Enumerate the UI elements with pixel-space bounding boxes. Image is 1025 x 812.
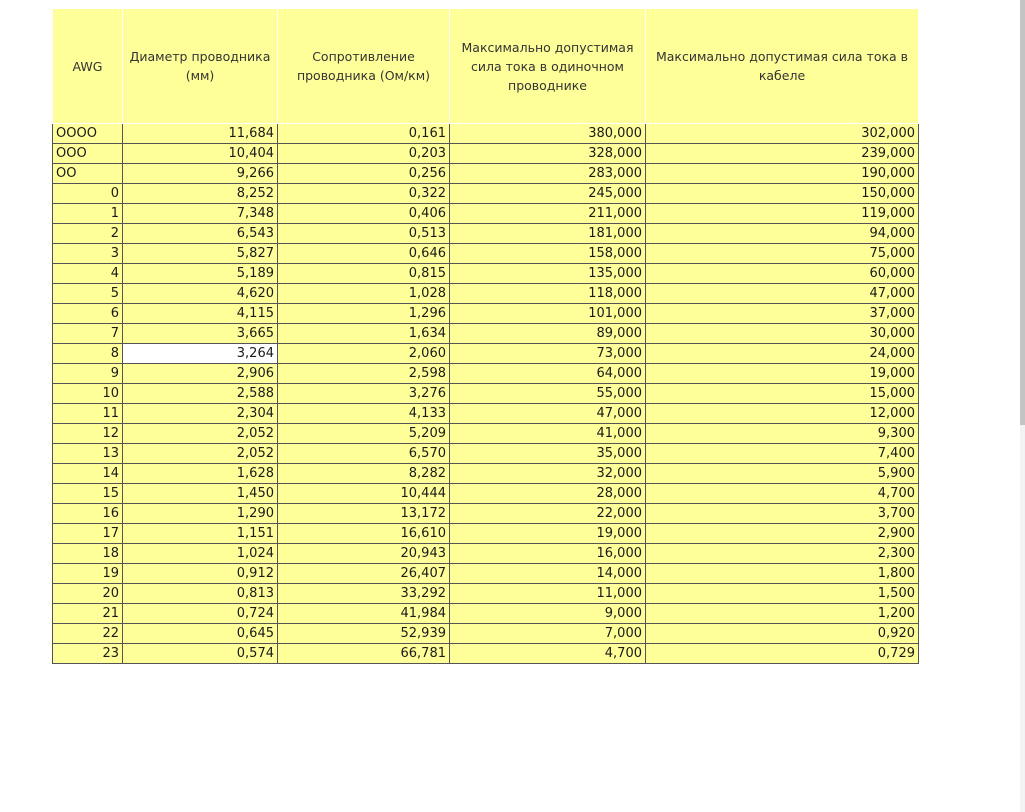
diameter-cell[interactable]: 2,906 — [123, 364, 278, 384]
max-current-single-cell[interactable]: 9,000 — [450, 604, 646, 624]
table-row — [53, 404, 919, 424]
table-row — [53, 324, 919, 344]
diameter-cell[interactable]: 1,450 — [123, 484, 278, 504]
max-current-single-cell[interactable]: 35,000 — [450, 444, 646, 464]
max-current-cable-cell[interactable]: 30,000 — [646, 324, 919, 344]
header-awg: AWG — [53, 9, 123, 124]
table-row — [53, 544, 919, 564]
diameter-cell[interactable]: 2,052 — [123, 444, 278, 464]
table-row — [53, 504, 919, 524]
resistance-cell[interactable]: 0,513 — [278, 224, 450, 244]
max-current-cable-cell[interactable]: 37,000 — [646, 304, 919, 324]
table-row — [53, 424, 919, 444]
max-current-cable-cell[interactable]: 24,000 — [646, 344, 919, 364]
table-row — [53, 304, 919, 324]
resistance-cell[interactable]: 1,634 — [278, 324, 450, 344]
header-max-current-single: Максимально допустимая сила тока в одиночном проводнике — [450, 9, 646, 124]
table-row — [53, 284, 919, 304]
resistance-cell[interactable]: 0,815 — [278, 264, 450, 284]
table-row — [53, 164, 919, 184]
diameter-cell[interactable]: 11,684 — [123, 124, 278, 144]
table-row — [53, 364, 919, 384]
max-current-single-cell[interactable]: 181,000 — [450, 224, 646, 244]
max-current-cable-cell[interactable]: 7,400 — [646, 444, 919, 464]
diameter-cell[interactable]: 0,574 — [123, 644, 278, 664]
max-current-single-cell[interactable]: 101,000 — [450, 304, 646, 324]
max-current-single-cell[interactable]: 16,000 — [450, 544, 646, 564]
table-row — [53, 604, 919, 624]
header-row — [53, 9, 919, 124]
table-row — [53, 564, 919, 584]
max-current-single-cell[interactable]: 32,000 — [450, 464, 646, 484]
table-row — [53, 344, 919, 364]
diameter-cell[interactable]: 2,304 — [123, 404, 278, 424]
table-row — [53, 644, 919, 664]
resistance-cell[interactable]: 1,296 — [278, 304, 450, 324]
table-row — [53, 624, 919, 644]
resistance-cell[interactable]: 3,276 — [278, 384, 450, 404]
diameter-cell[interactable]: 0,912 — [123, 564, 278, 584]
resistance-cell[interactable]: 13,172 — [278, 504, 450, 524]
awg-cell[interactable]: OO — [53, 164, 123, 184]
resistance-cell[interactable]: 8,282 — [278, 464, 450, 484]
table-row — [53, 444, 919, 464]
diameter-cell[interactable]: 1,024 — [123, 544, 278, 564]
table-row — [53, 384, 919, 404]
diameter-cell[interactable]: 3,665 — [123, 324, 278, 344]
max-current-cable-cell[interactable]: 12,000 — [646, 404, 919, 424]
table-row — [53, 464, 919, 484]
max-current-cable-cell[interactable]: 15,000 — [646, 384, 919, 404]
table-row — [53, 244, 919, 264]
awg-cell[interactable]: 5 — [53, 284, 123, 304]
awg-cell[interactable]: 19 — [53, 564, 123, 584]
max-current-cable-cell[interactable]: 1,800 — [646, 564, 919, 584]
max-current-cable-cell[interactable]: 60,000 — [646, 264, 919, 284]
max-current-cable-cell[interactable]: 190,000 — [646, 164, 919, 184]
diameter-cell[interactable]: 5,827 — [123, 244, 278, 264]
header-diameter: Диаметр проводника (мм) — [123, 9, 278, 124]
max-current-cable-cell[interactable]: 239,000 — [646, 144, 919, 164]
max-current-single-cell[interactable]: 89,000 — [450, 324, 646, 344]
awg-cell[interactable]: 17 — [53, 524, 123, 544]
awg-cell[interactable]: 10 — [53, 384, 123, 404]
table-row — [53, 524, 919, 544]
max-current-cable-cell[interactable]: 47,000 — [646, 284, 919, 304]
max-current-cable-cell[interactable]: 2,900 — [646, 524, 919, 544]
max-current-cable-cell[interactable]: 1,500 — [646, 584, 919, 604]
resistance-cell[interactable]: 20,943 — [278, 544, 450, 564]
max-current-cable-cell[interactable]: 150,000 — [646, 184, 919, 204]
awg-cell[interactable]: 0 — [53, 184, 123, 204]
resistance-cell[interactable]: 0,406 — [278, 204, 450, 224]
resistance-cell[interactable]: 6,570 — [278, 444, 450, 464]
awg-cell[interactable]: 1 — [53, 204, 123, 224]
max-current-cable-cell[interactable]: 0,920 — [646, 624, 919, 644]
max-current-single-cell[interactable]: 118,000 — [450, 284, 646, 304]
max-current-cable-cell[interactable]: 9,300 — [646, 424, 919, 444]
awg-cell[interactable]: 8 — [53, 344, 123, 364]
awg-cell[interactable]: 7 — [53, 324, 123, 344]
resistance-cell[interactable]: 0,161 — [278, 124, 450, 144]
max-current-single-cell[interactable]: 4,700 — [450, 644, 646, 664]
max-current-single-cell[interactable]: 283,000 — [450, 164, 646, 184]
awg-cell[interactable]: 21 — [53, 604, 123, 624]
max-current-cable-cell[interactable]: 2,300 — [646, 544, 919, 564]
max-current-single-cell[interactable]: 7,000 — [450, 624, 646, 644]
awg-cell[interactable]: OOOO — [53, 124, 123, 144]
diameter-cell[interactable]: 10,404 — [123, 144, 278, 164]
diameter-cell[interactable]: 2,588 — [123, 384, 278, 404]
max-current-cable-cell[interactable]: 1,200 — [646, 604, 919, 624]
max-current-single-cell[interactable]: 328,000 — [450, 144, 646, 164]
max-current-cable-cell[interactable]: 19,000 — [646, 364, 919, 384]
awg-cell[interactable]: 12 — [53, 424, 123, 444]
resistance-cell[interactable]: 10,444 — [278, 484, 450, 504]
table-body — [53, 124, 919, 664]
resistance-cell[interactable]: 41,984 — [278, 604, 450, 624]
awg-wire-table — [52, 8, 919, 664]
header-max-current-cable: Максимально допустимая сила тока в кабеле — [646, 9, 919, 124]
max-current-single-cell[interactable]: 47,000 — [450, 404, 646, 424]
diameter-cell[interactable]: 1,290 — [123, 504, 278, 524]
max-current-single-cell[interactable]: 158,000 — [450, 244, 646, 264]
max-current-cable-cell[interactable]: 3,700 — [646, 504, 919, 524]
table-row — [53, 204, 919, 224]
diameter-cell[interactable]: 5,189 — [123, 264, 278, 284]
resistance-cell[interactable]: 0,322 — [278, 184, 450, 204]
awg-cell[interactable]: OOO — [53, 144, 123, 164]
awg-cell[interactable]: 4 — [53, 264, 123, 284]
max-current-single-cell[interactable]: 28,000 — [450, 484, 646, 504]
max-current-single-cell[interactable]: 73,000 — [450, 344, 646, 364]
awg-cell[interactable]: 23 — [53, 644, 123, 664]
awg-cell[interactable]: 18 — [53, 544, 123, 564]
max-current-single-cell[interactable]: 55,000 — [450, 384, 646, 404]
awg-cell[interactable]: 13 — [53, 444, 123, 464]
diameter-cell[interactable]: 3,264 — [123, 344, 278, 364]
max-current-cable-cell[interactable]: 94,000 — [646, 224, 919, 244]
table-row — [53, 224, 919, 244]
max-current-cable-cell[interactable]: 0,729 — [646, 644, 919, 664]
awg-cell[interactable]: 16 — [53, 504, 123, 524]
max-current-single-cell[interactable]: 41,000 — [450, 424, 646, 444]
max-current-cable-cell[interactable]: 119,000 — [646, 204, 919, 224]
diameter-cell[interactable]: 0,813 — [123, 584, 278, 604]
max-current-single-cell[interactable]: 11,000 — [450, 584, 646, 604]
resistance-cell[interactable]: 0,646 — [278, 244, 450, 264]
resistance-cell[interactable]: 4,133 — [278, 404, 450, 424]
max-current-single-cell[interactable]: 22,000 — [450, 504, 646, 524]
table-row — [53, 144, 919, 164]
resistance-cell[interactable]: 26,407 — [278, 564, 450, 584]
diameter-cell[interactable]: 9,266 — [123, 164, 278, 184]
table-row — [53, 124, 919, 144]
awg-cell[interactable]: 15 — [53, 484, 123, 504]
max-current-cable-cell[interactable]: 75,000 — [646, 244, 919, 264]
resistance-cell[interactable]: 2,598 — [278, 364, 450, 384]
awg-cell[interactable]: 20 — [53, 584, 123, 604]
max-current-single-cell[interactable]: 380,000 — [450, 124, 646, 144]
table-row — [53, 184, 919, 204]
resistance-cell[interactable]: 52,939 — [278, 624, 450, 644]
resistance-cell[interactable]: 0,256 — [278, 164, 450, 184]
awg-cell[interactable]: 14 — [53, 464, 123, 484]
diameter-cell[interactable]: 4,115 — [123, 304, 278, 324]
awg-cell[interactable]: 11 — [53, 404, 123, 424]
diameter-cell[interactable]: 0,645 — [123, 624, 278, 644]
max-current-single-cell[interactable]: 64,000 — [450, 364, 646, 384]
resistance-cell[interactable]: 33,292 — [278, 584, 450, 604]
max-current-cable-cell[interactable]: 302,000 — [646, 124, 919, 144]
max-current-single-cell[interactable]: 211,000 — [450, 204, 646, 224]
diameter-cell[interactable]: 1,151 — [123, 524, 278, 544]
diameter-cell[interactable]: 7,348 — [123, 204, 278, 224]
scrollbar-thumb[interactable] — [1020, 0, 1025, 425]
max-current-single-cell[interactable]: 245,000 — [450, 184, 646, 204]
resistance-cell[interactable]: 16,610 — [278, 524, 450, 544]
awg-cell[interactable]: 9 — [53, 364, 123, 384]
awg-cell[interactable]: 6 — [53, 304, 123, 324]
table-row — [53, 484, 919, 504]
diameter-cell[interactable]: 8,252 — [123, 184, 278, 204]
diameter-cell[interactable]: 4,620 — [123, 284, 278, 304]
diameter-cell[interactable]: 6,543 — [123, 224, 278, 244]
resistance-cell[interactable]: 66,781 — [278, 644, 450, 664]
max-current-cable-cell[interactable]: 5,900 — [646, 464, 919, 484]
table-row — [53, 264, 919, 284]
awg-cell[interactable]: 3 — [53, 244, 123, 264]
awg-cell[interactable]: 2 — [53, 224, 123, 244]
max-current-single-cell[interactable]: 135,000 — [450, 264, 646, 284]
diameter-cell[interactable]: 1,628 — [123, 464, 278, 484]
diameter-cell[interactable]: 2,052 — [123, 424, 278, 444]
resistance-cell[interactable]: 0,203 — [278, 144, 450, 164]
header-resistance: Сопротивление проводника (Ом/км) — [278, 9, 450, 124]
diameter-cell[interactable]: 0,724 — [123, 604, 278, 624]
table-row — [53, 584, 919, 604]
max-current-cable-cell[interactable]: 4,700 — [646, 484, 919, 504]
resistance-cell[interactable]: 1,028 — [278, 284, 450, 304]
max-current-single-cell[interactable]: 19,000 — [450, 524, 646, 544]
resistance-cell[interactable]: 5,209 — [278, 424, 450, 444]
max-current-single-cell[interactable]: 14,000 — [450, 564, 646, 584]
resistance-cell[interactable]: 2,060 — [278, 344, 450, 364]
awg-cell[interactable]: 22 — [53, 624, 123, 644]
